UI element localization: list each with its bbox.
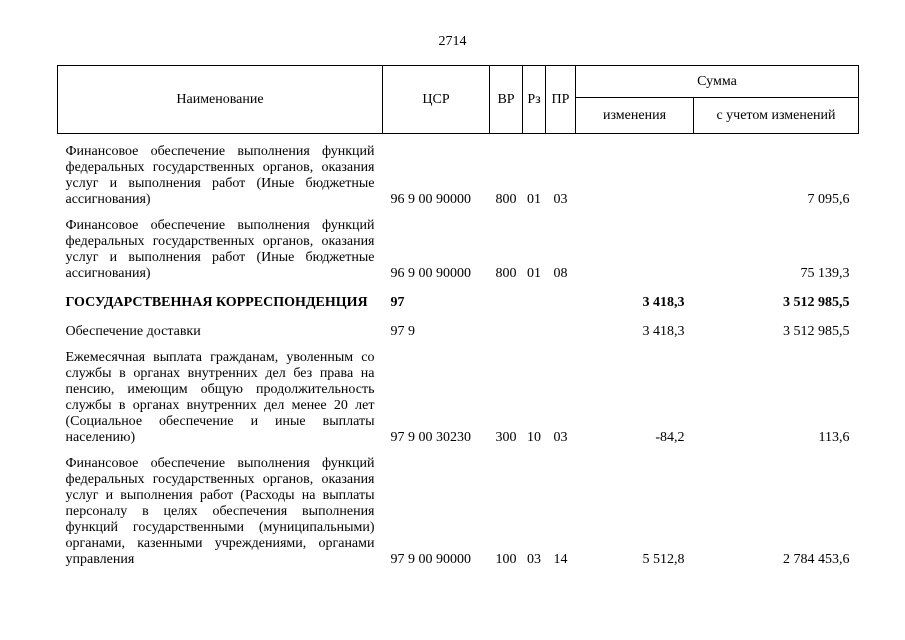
row-name: Финансовое обеспечение выполнения функций федеральных государственных органов, оказания услуг и выполнения работ (Расходы на выплаты персоналу в целях обеспечения выполнения функций государственными (муниципальными) органами, казенными учреждениями, органами управления bbox=[65, 456, 375, 567]
row-name: Обеспечение доставки bbox=[65, 324, 201, 339]
row-csr: 97 9 bbox=[390, 324, 415, 339]
budget-table bbox=[57, 65, 859, 568]
table-row bbox=[58, 446, 859, 568]
row-vr: 800 bbox=[495, 192, 517, 207]
row-change bbox=[576, 134, 694, 209]
row-vr bbox=[490, 311, 523, 340]
row-rz: 01 bbox=[527, 192, 541, 207]
header-vr: ВР bbox=[490, 66, 523, 134]
table-row bbox=[58, 208, 859, 282]
row-pr: 14 bbox=[553, 552, 568, 567]
row-total: 113,6 bbox=[818, 430, 850, 445]
row-vr: 100 bbox=[495, 552, 517, 567]
row-csr: 97 9 00 90000 bbox=[390, 552, 471, 567]
table-row bbox=[58, 311, 859, 340]
row-csr: 97 bbox=[390, 295, 405, 310]
header-csr: ЦСР bbox=[383, 66, 490, 134]
table-header bbox=[58, 66, 859, 134]
row-rz bbox=[523, 311, 546, 340]
row-name: Финансовое обеспечение выполнения функций федеральных государственных органов, оказания услуг и выполнения работ (Иные бюджетные ассигнования) bbox=[65, 144, 375, 207]
row-change bbox=[576, 208, 694, 282]
row-vr: 800 bbox=[495, 266, 517, 281]
page-number: 2714 bbox=[438, 34, 467, 49]
table-row bbox=[58, 340, 859, 446]
row-pr: 08 bbox=[553, 266, 568, 281]
header-name: Наименование bbox=[58, 66, 383, 134]
row-total: 75 139,3 bbox=[800, 266, 850, 281]
row-rz bbox=[523, 282, 546, 311]
row-name: Финансовое обеспечение выполнения функций федеральных государственных органов, оказания услуг и выполнения работ (Иные бюджетные ассигнования) bbox=[65, 218, 375, 281]
row-name: ГОСУДАРСТВЕННАЯ КОРРЕСПОНДЕНЦИЯ bbox=[65, 295, 368, 310]
row-pr: 03 bbox=[553, 192, 568, 207]
row-pr bbox=[546, 282, 576, 311]
row-csr: 96 9 00 90000 bbox=[390, 266, 471, 281]
row-change: 5 512,8 bbox=[642, 552, 685, 567]
row-change: -84,2 bbox=[655, 430, 685, 445]
row-total: 2 784 453,6 bbox=[783, 552, 850, 567]
row-total: 7 095,6 bbox=[807, 192, 850, 207]
row-vr: 300 bbox=[495, 430, 517, 445]
table-row bbox=[58, 134, 859, 209]
header-change: изменения bbox=[576, 98, 694, 134]
row-name: Ежемесячная выплата гражданам, уволенным со службы в органах внутренних дел без права на пенсию, имеющим общую продолжительность службы в органах внутренних дел менее 20 лет (Социальное обеспечение и иные выплаты населению) bbox=[65, 350, 375, 445]
row-total: 3 512 985,5 bbox=[783, 324, 850, 339]
row-rz: 03 bbox=[527, 552, 541, 567]
row-change: 3 418,3 bbox=[642, 295, 685, 310]
row-total: 3 512 985,5 bbox=[783, 295, 850, 310]
header-sum: Сумма bbox=[576, 66, 859, 98]
table-row bbox=[58, 282, 859, 311]
row-csr: 96 9 00 90000 bbox=[390, 192, 471, 207]
row-vr bbox=[490, 282, 523, 311]
row-pr: 03 bbox=[553, 430, 568, 445]
header-pr: ПР bbox=[546, 66, 576, 134]
row-csr: 97 9 00 30230 bbox=[390, 430, 471, 445]
header-with-change: с учетом изменений bbox=[694, 98, 859, 134]
row-change: 3 418,3 bbox=[642, 324, 685, 339]
header-rz: Рз bbox=[523, 66, 546, 134]
row-pr bbox=[546, 311, 576, 340]
row-rz: 01 bbox=[527, 266, 541, 281]
row-rz: 10 bbox=[527, 430, 541, 445]
